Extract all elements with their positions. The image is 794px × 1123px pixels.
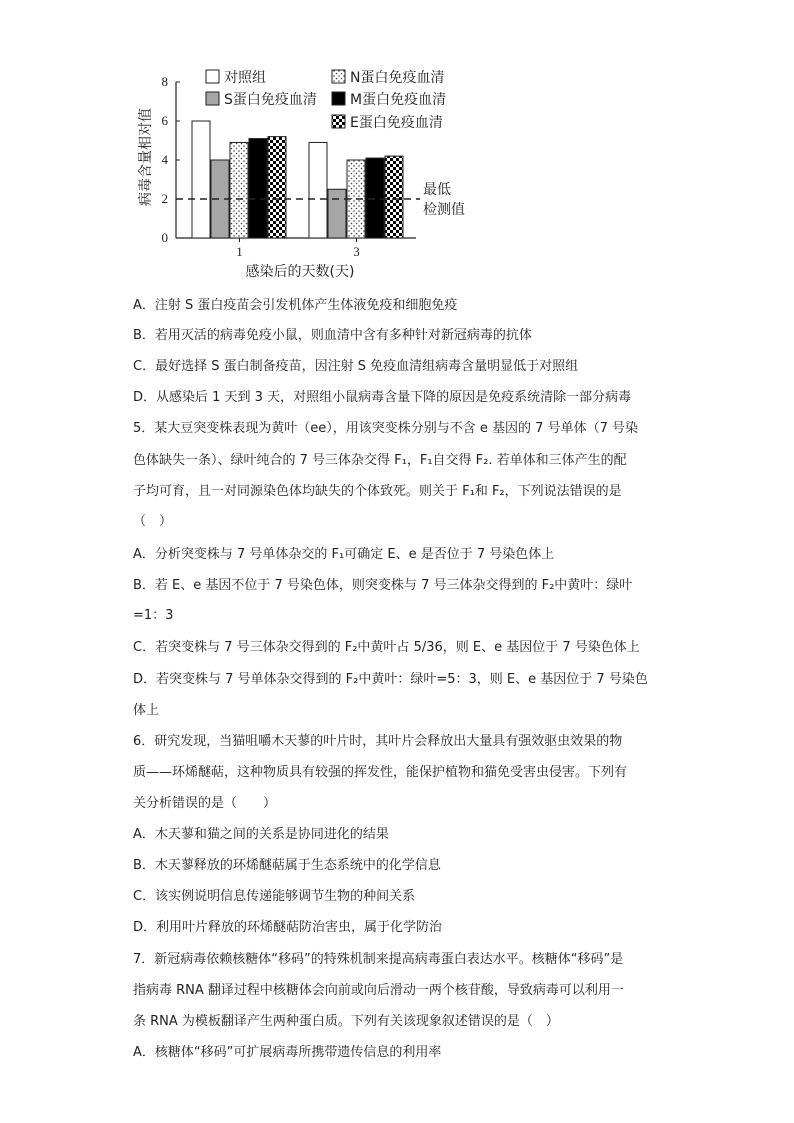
text-line: 子均可育，且一对同源染色体均缺失的个体致死。则关于 F₁和 F₂，下列说法错误的是 (133, 484, 622, 499)
text-line: D．从感染后 1 天到 3 天，对照组小鼠病毒含量下降的原因是免疫系统清除一部分病毒 (133, 390, 632, 405)
text-line: 条 RNA 为模板翻译产生两种蛋白质。下列有关该现象叙述错误的是（ ） (133, 1014, 559, 1029)
legend-swatch (206, 70, 219, 83)
text-line: =1：3 (133, 608, 174, 623)
bar (249, 139, 267, 238)
threshold-label-line1: 最低 (423, 182, 451, 198)
chart-legend (206, 70, 446, 131)
text-line: A．核糖体“移码”可扩展病毒所携带遗传信息的利用率 (133, 1045, 442, 1060)
text-line: A．注射 S 蛋白疫苗会引发机体产生体液免疫和细胞免疫 (133, 298, 458, 313)
legend-label: 对照组 (224, 70, 266, 86)
text-line: A．分析突变株与 7 号单体杂交的 F₁可确定 E、e 是否位于 7 号染色体上 (133, 547, 555, 562)
y-tick-label: 6 (161, 113, 168, 128)
text-line: 5．某大豆突变株表现为黄叶（ee），用该突变株分别与不含 e 基因的 7 号单体（7 号染 (133, 421, 638, 436)
text-line: （ ） (133, 514, 173, 529)
x-axis-label: 感染后的天数(天) (245, 264, 355, 280)
bar (192, 121, 210, 238)
legend-swatch (332, 70, 345, 83)
text-line: 6．研究发现，当猫咀嚼木天蓼的叶片时，其叶片会释放出大量具有强效驱虫效果的物 (133, 734, 623, 749)
legend-swatch (332, 115, 345, 128)
legend-label: E蛋白免疫血清 (350, 115, 443, 131)
text-line: 色体缺失一条）、绿叶纯合的 7 号三体杂交得 F₁，F₁自交得 F₂. 若单体和三体产生的配 (133, 453, 627, 468)
legend-label: N蛋白免疫血清 (350, 70, 445, 86)
y-tick-label: 0 (161, 230, 168, 245)
x-tick-label: 3 (353, 244, 360, 259)
text-line: 体上 (133, 703, 160, 718)
text-line: C．最好选择 S 蛋白制备疫苗，因注射 S 免疫血清组病毒含量明显低于对照组 (133, 359, 579, 374)
text-line: 关分析错误的是（ ） (133, 796, 277, 811)
y-tick-label: 4 (161, 152, 168, 167)
y-tick-label: 8 (161, 74, 168, 89)
y-axis-label: 病毒含量相对值 (138, 108, 154, 206)
bar (366, 158, 384, 238)
text-line: B．若用灭活的病毒免疫小鼠，则血清中含有多种针对新冠病毒的抗体 (133, 328, 532, 343)
threshold-label-line2: 检测值 (423, 202, 465, 218)
y-tick-label: 2 (161, 191, 168, 206)
text-line: D．利用叶片释放的环烯醚萜防治害虫，属于化学防治 (133, 920, 443, 935)
text-line: B．若 E、e 基因不位于 7 号染色体，则突变株与 7 号三体杂交得到的 F₂中黄叶：绿叶 (133, 578, 633, 593)
bar (230, 142, 248, 238)
legend-swatch (332, 92, 345, 105)
legend-label: S蛋白免疫血清 (224, 92, 317, 108)
legend-label: M蛋白免疫血清 (350, 92, 447, 108)
text-line: D．若突变株与 7 号单体杂交得到的 F₂中黄叶：绿叶=5：3，则 E、e 基因位于 7 号染色 (133, 672, 648, 687)
bar (309, 142, 327, 238)
x-tick-label: 1 (236, 244, 243, 259)
text-line: 质——环烯醚萜，这种物质具有较强的挥发性，能保护植物和猫免受害虫侵害。下列有 (133, 765, 628, 780)
text-line: 7．新冠病毒依赖核糖体“移码”的特殊机制来提高病毒蛋白表达水平。核糖体“移码”是 (133, 952, 624, 967)
text-line: 指病毒 RNA 翻译过程中核糖体会向前或向后滑动一两个核苷酸，导致病毒可以利用一 (133, 983, 624, 998)
bar (328, 189, 346, 238)
bar (268, 137, 286, 238)
virus-content-bar-chart (120, 62, 490, 287)
text-line: C．若突变株与 7 号三体杂交得到的 F₂中黄叶占 5/36，则 E、e 基因位于 7 号染色体上 (133, 640, 640, 655)
text-line: A．木天蓼和猫之间的关系是协同进化的结果 (133, 827, 389, 842)
legend-swatch (206, 92, 219, 105)
text-line: B．木天蓼释放的环烯醚萜属于生态系统中的化学信息 (133, 858, 441, 873)
text-line: C．该实例说明信息传递能够调节生物的种间关系 (133, 889, 416, 904)
bar (385, 156, 403, 238)
